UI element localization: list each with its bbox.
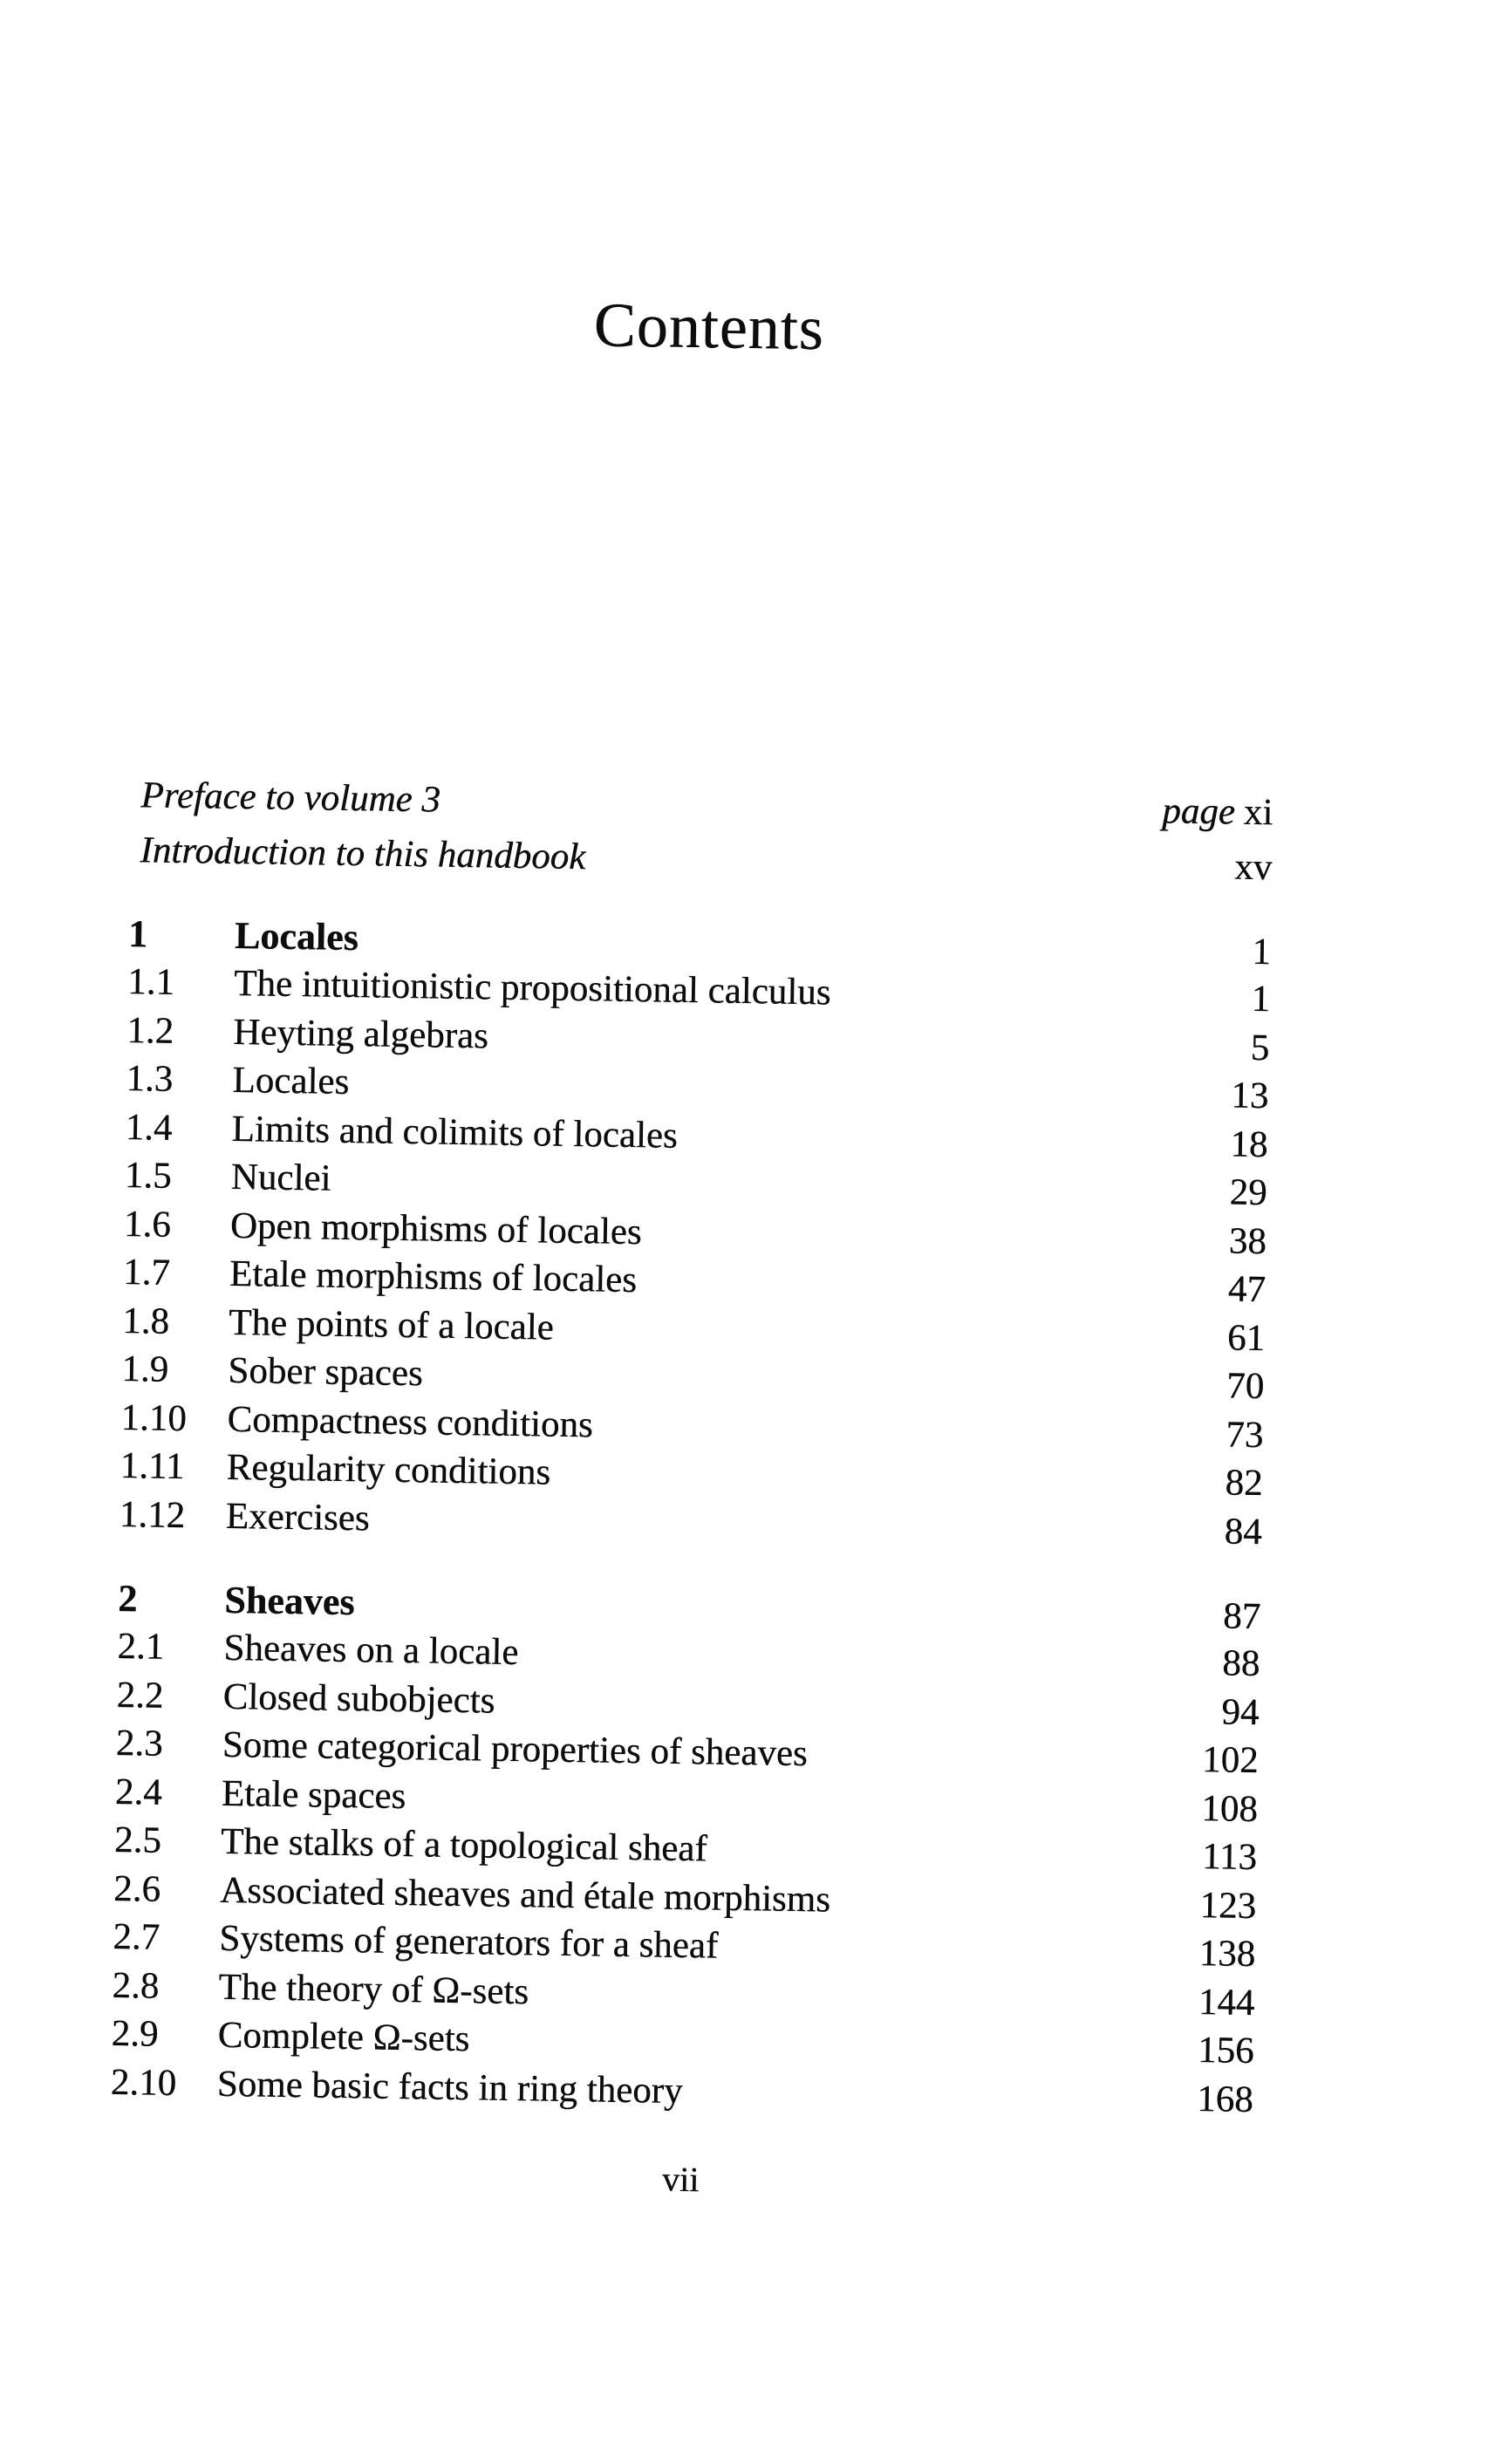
section-title: The points of a locale — [228, 1301, 555, 1348]
section-number: 1.4 — [125, 1106, 173, 1149]
section-number: 2.10 — [110, 2061, 177, 2104]
section-page-number: 108 — [1200, 1787, 1259, 1830]
section-title: Regularity conditions — [226, 1446, 551, 1493]
section-title: The intuitionistic propositional calculus — [233, 962, 831, 1014]
section-title: Some basic facts in ring theory — [216, 2063, 683, 2112]
section-page-number: 84 — [1224, 1510, 1263, 1553]
section-number: 2.2 — [116, 1674, 164, 1717]
section-title: Etale morphisms of locales — [229, 1252, 638, 1300]
front-matter-title: Preface to volume 3 — [140, 775, 441, 821]
section-number: 2.9 — [111, 2012, 159, 2055]
section-number: 2.7 — [113, 1915, 160, 1958]
page-title: Contents — [593, 290, 825, 364]
folio-page-number: vii — [661, 2159, 700, 2200]
section-page-number: 123 — [1199, 1884, 1257, 1927]
section-page-number: 82 — [1225, 1462, 1263, 1505]
chapter-number: 1 — [127, 911, 148, 956]
chapter-title: Locales — [234, 913, 359, 959]
section-page-number: 138 — [1198, 1932, 1256, 1975]
section-number: 1.2 — [126, 1009, 174, 1052]
section-page-number: 73 — [1225, 1413, 1264, 1456]
section-title: Complete Ω-sets — [217, 2014, 470, 2060]
section-title: Etale spaces — [221, 1772, 406, 1817]
front-matter-title: Introduction to this handbook — [140, 829, 586, 878]
section-title: The theory of Ω-sets — [218, 1966, 529, 2012]
section-number: 1.3 — [126, 1057, 174, 1100]
section-number: 1.9 — [121, 1348, 169, 1390]
section-title: Heyting algebras — [232, 1011, 489, 1056]
section-page-number: 156 — [1197, 2029, 1254, 2072]
chapter-page-number: 1 — [1252, 931, 1272, 973]
section-title: Some categorical properties of sheaves — [222, 1723, 809, 1775]
section-number: 1.8 — [121, 1300, 170, 1342]
section-number: 2.6 — [113, 1867, 161, 1910]
section-title: Exercises — [225, 1495, 370, 1539]
section-page-number: 18 — [1230, 1123, 1268, 1165]
section-title: Closed subobjects — [222, 1676, 495, 1722]
section-page-number: 47 — [1227, 1268, 1266, 1311]
section-title: Compactness conditions — [227, 1398, 594, 1445]
section-page-number: 1 — [1251, 978, 1271, 1020]
section-number: 2.4 — [114, 1771, 163, 1813]
section-page-number: 94 — [1221, 1690, 1260, 1733]
section-page-number: 29 — [1229, 1171, 1268, 1214]
section-page-number: 70 — [1225, 1365, 1265, 1408]
chapter-number: 2 — [117, 1576, 138, 1621]
section-number: 2.3 — [115, 1722, 163, 1764]
section-number: 2.8 — [112, 1964, 160, 2007]
front-matter-page — [1162, 789, 1273, 834]
section-number: 1.12 — [119, 1493, 186, 1536]
section-page-number: 13 — [1231, 1075, 1269, 1117]
section-title: Limits and colimits of locales — [231, 1108, 679, 1157]
section-title: Sheaves on a locale — [223, 1627, 519, 1673]
section-title: Open morphisms of locales — [229, 1205, 642, 1252]
section-number: 2.1 — [117, 1625, 165, 1668]
section-page-number: 5 — [1250, 1027, 1270, 1068]
front-matter-page-number: xi — [1243, 791, 1273, 834]
section-title: Associated sheaves and étale morphisms — [219, 1869, 831, 1920]
chapter-title: Sheaves — [223, 1578, 355, 1624]
section-number: 1.10 — [120, 1396, 188, 1439]
section-title: The stalks of a topological sheaf — [220, 1820, 708, 1870]
section-page-number: 102 — [1201, 1739, 1260, 1782]
front-matter-page-number: xv — [1234, 846, 1273, 889]
section-title: Locales — [232, 1059, 350, 1102]
section-title: Systems of generators for a sheaf — [219, 1917, 719, 1967]
section-page-number: 61 — [1226, 1316, 1266, 1359]
table-of-contents — [110, 774, 1273, 2126]
page-word-label: page — [1161, 790, 1236, 833]
section-number: 1.6 — [123, 1203, 172, 1246]
section-number: 2.5 — [113, 1819, 162, 1861]
section-title: Sober spaces — [228, 1349, 424, 1395]
section-page-number: 144 — [1198, 1981, 1255, 2024]
section-number: 1.11 — [119, 1444, 185, 1488]
section-number: 1.7 — [122, 1251, 171, 1293]
section-title: Nuclei — [230, 1156, 331, 1199]
section-number: 1.1 — [126, 960, 175, 1003]
section-page-number: 113 — [1201, 1836, 1258, 1878]
section-page-number: 88 — [1222, 1642, 1260, 1685]
section-number: 1.5 — [124, 1154, 172, 1197]
chapter-page-number: 87 — [1222, 1595, 1261, 1638]
section-page-number: 38 — [1228, 1219, 1267, 1262]
section-page-number: 168 — [1196, 2078, 1254, 2120]
